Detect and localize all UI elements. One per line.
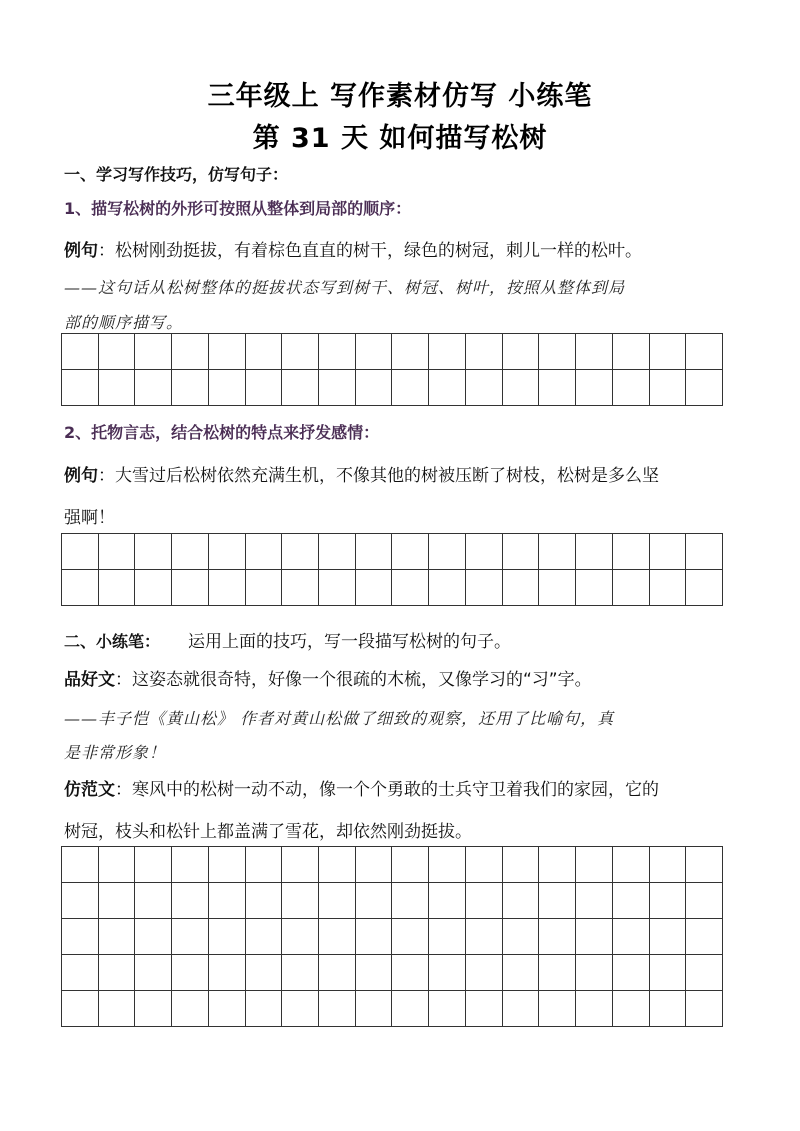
grid-cell[interactable] — [282, 919, 319, 955]
section2-instruction: 运用上面的技巧，写一段描写松树的句子。 — [188, 632, 512, 652]
section1-heading: 一、学习写作技巧，仿写句子： — [64, 165, 289, 184]
grid-cell[interactable] — [392, 370, 429, 406]
grid-cell[interactable] — [98, 847, 135, 883]
grid-cell[interactable] — [649, 991, 686, 1027]
grid-cell[interactable] — [245, 883, 282, 919]
grid-cell[interactable] — [135, 955, 172, 991]
grid-cell[interactable] — [576, 883, 613, 919]
grid-cell[interactable] — [355, 847, 392, 883]
grid-cell[interactable] — [355, 991, 392, 1027]
grid-cell[interactable] — [355, 334, 392, 370]
model-label: 仿范文 — [64, 780, 115, 800]
grid-cell[interactable] — [429, 370, 466, 406]
grid-cell[interactable] — [502, 883, 539, 919]
grid-cell[interactable] — [208, 570, 245, 606]
example-text: ：松树刚劲挺拔，有着棕色直直的树干，绿色的树冠，刺儿一样的松叶。 — [98, 241, 642, 261]
model-text-line2: 树冠，枝头和松针上都盖满了雪花，却依然刚劲挺拔。 — [64, 822, 472, 842]
grid-cell[interactable] — [282, 534, 319, 570]
grid-cell[interactable] — [172, 847, 209, 883]
grid-cell[interactable] — [576, 991, 613, 1027]
grid-cell[interactable] — [172, 991, 209, 1027]
grid-cell[interactable] — [612, 919, 649, 955]
grid-cell[interactable] — [355, 534, 392, 570]
grid-cell[interactable] — [465, 334, 502, 370]
grid-cell[interactable] — [208, 370, 245, 406]
example-text: ：大雪过后松树依然充满生机，不像其他的树被压断了树枝，松树是多么坚 — [98, 466, 659, 486]
good-text — [64, 665, 592, 690]
page-title: 三年级上 写作素材仿写 小练笔 — [207, 81, 593, 112]
grid-cell[interactable] — [686, 919, 723, 955]
grid-cell[interactable] — [172, 919, 209, 955]
grid-cell[interactable] — [172, 534, 209, 570]
example-label: 例句 — [64, 241, 98, 261]
grid-cell[interactable] — [576, 334, 613, 370]
grid-cell[interactable] — [319, 883, 356, 919]
section2-heading: 二、小练笔： — [64, 632, 161, 651]
grid-cell[interactable] — [686, 991, 723, 1027]
grid-cell[interactable] — [319, 991, 356, 1027]
grid-cell[interactable] — [282, 955, 319, 991]
section2-heading-row — [64, 627, 511, 652]
grid-cell[interactable] — [392, 883, 429, 919]
grid-cell[interactable] — [98, 370, 135, 406]
grid-cell[interactable] — [429, 570, 466, 606]
grid-cell[interactable] — [576, 534, 613, 570]
grid-row — [62, 955, 723, 991]
good-label: 品好文 — [64, 670, 115, 690]
grid-cell[interactable] — [245, 955, 282, 991]
grid-row — [62, 534, 723, 570]
grid-cell[interactable] — [429, 991, 466, 1027]
grid-cell[interactable] — [62, 570, 99, 606]
grid-row — [62, 919, 723, 955]
grid-cell[interactable] — [429, 919, 466, 955]
grid-cell[interactable] — [502, 919, 539, 955]
grid-cell[interactable] — [245, 370, 282, 406]
grid-cell[interactable] — [465, 847, 502, 883]
tip1-note-line2: 部的顺序描写。 — [64, 313, 184, 332]
grid-cell[interactable] — [686, 883, 723, 919]
grid-cell[interactable] — [576, 847, 613, 883]
grid-row — [62, 570, 723, 606]
grid-cell[interactable] — [172, 370, 209, 406]
grid-cell[interactable] — [539, 534, 576, 570]
grid-cell[interactable] — [429, 883, 466, 919]
grid-cell[interactable] — [465, 534, 502, 570]
grid-cell[interactable] — [62, 847, 99, 883]
writing-grid-1[interactable] — [61, 333, 723, 406]
grid-cell[interactable] — [392, 991, 429, 1027]
grid-cell[interactable] — [98, 919, 135, 955]
grid-cell[interactable] — [612, 883, 649, 919]
grid-cell[interactable] — [612, 847, 649, 883]
grid-cell[interactable] — [539, 570, 576, 606]
comment-line1: ——丰子恺《黄山松》 作者对黄山松做了细致的观察，还用了比喻句，真 — [64, 709, 615, 728]
grid-cell[interactable] — [135, 334, 172, 370]
grid-cell[interactable] — [245, 847, 282, 883]
grid-cell[interactable] — [649, 570, 686, 606]
grid-cell[interactable] — [98, 534, 135, 570]
grid-cell[interactable] — [282, 570, 319, 606]
grid-cell[interactable] — [245, 334, 282, 370]
good-quote: ：这姿态就很奇特，好像一个很疏的木梳，又像学习的“习”字。 — [115, 670, 592, 690]
grid-cell[interactable] — [172, 570, 209, 606]
grid-cell[interactable] — [135, 534, 172, 570]
grid-cell[interactable] — [62, 919, 99, 955]
grid-cell[interactable] — [612, 334, 649, 370]
grid-cell[interactable] — [612, 534, 649, 570]
tip2-example-line1 — [64, 461, 659, 486]
grid-cell[interactable] — [355, 883, 392, 919]
grid-cell[interactable] — [465, 991, 502, 1027]
grid-cell[interactable] — [649, 334, 686, 370]
grid-cell[interactable] — [319, 334, 356, 370]
grid-cell[interactable] — [502, 847, 539, 883]
grid-cell[interactable] — [539, 847, 576, 883]
grid-cell[interactable] — [245, 991, 282, 1027]
grid-row — [62, 883, 723, 919]
grid-cell[interactable] — [649, 370, 686, 406]
grid-cell[interactable] — [98, 955, 135, 991]
grid-cell[interactable] — [172, 955, 209, 991]
grid-cell[interactable] — [392, 847, 429, 883]
grid-cell[interactable] — [465, 883, 502, 919]
grid-cell[interactable] — [392, 955, 429, 991]
grid-cell[interactable] — [502, 955, 539, 991]
grid-cell[interactable] — [392, 919, 429, 955]
grid-cell[interactable] — [282, 991, 319, 1027]
grid-cell[interactable] — [319, 955, 356, 991]
grid-cell[interactable] — [392, 334, 429, 370]
model-text: ：寒风中的松树一动不动，像一个个勇敢的士兵守卫着我们的家园，它的 — [115, 780, 659, 800]
grid-cell[interactable] — [392, 570, 429, 606]
grid-cell[interactable] — [465, 919, 502, 955]
grid-cell[interactable] — [135, 883, 172, 919]
grid-cell[interactable] — [539, 883, 576, 919]
grid-cell[interactable] — [502, 334, 539, 370]
grid-cell[interactable] — [576, 919, 613, 955]
grid-cell[interactable] — [135, 991, 172, 1027]
grid-cell[interactable] — [686, 955, 723, 991]
tip1-example — [64, 236, 642, 261]
grid-cell[interactable] — [245, 919, 282, 955]
grid-cell[interactable] — [612, 991, 649, 1027]
grid-cell[interactable] — [62, 334, 99, 370]
grid-cell[interactable] — [208, 883, 245, 919]
grid-cell[interactable] — [649, 534, 686, 570]
grid-cell[interactable] — [502, 991, 539, 1027]
grid-cell[interactable] — [319, 919, 356, 955]
grid-cell[interactable] — [502, 534, 539, 570]
grid-cell[interactable] — [465, 955, 502, 991]
grid-cell[interactable] — [686, 570, 723, 606]
grid-cell[interactable] — [355, 570, 392, 606]
grid-cell[interactable] — [282, 334, 319, 370]
grid-cell[interactable] — [208, 534, 245, 570]
tip2-title: 2、托物言志，结合松树的特点来抒发感情： — [64, 423, 380, 442]
grid-cell[interactable] — [429, 847, 466, 883]
grid-cell[interactable] — [172, 883, 209, 919]
grid-cell[interactable] — [98, 570, 135, 606]
grid-cell[interactable] — [686, 370, 723, 406]
grid-cell[interactable] — [612, 955, 649, 991]
comment-line2: 是非常形象！ — [64, 743, 167, 762]
grid-cell[interactable] — [392, 534, 429, 570]
tip1-note-line1: ——这句话从松树整体的挺拔状态写到树干、树冠、树叶，按照从整体到局 — [64, 278, 626, 297]
grid-cell[interactable] — [429, 534, 466, 570]
grid-row — [62, 370, 723, 406]
page-subtitle: 第 31 天 如何描写松树 — [252, 123, 548, 154]
grid-cell[interactable] — [172, 334, 209, 370]
writing-grid-2[interactable] — [61, 533, 723, 606]
grid-cell[interactable] — [649, 847, 686, 883]
grid-cell[interactable] — [62, 883, 99, 919]
grid-cell[interactable] — [62, 991, 99, 1027]
grid-cell[interactable] — [208, 919, 245, 955]
grid-cell[interactable] — [429, 955, 466, 991]
grid-cell[interactable] — [62, 534, 99, 570]
grid-cell[interactable] — [282, 883, 319, 919]
grid-cell[interactable] — [649, 919, 686, 955]
grid-cell[interactable] — [686, 847, 723, 883]
grid-row — [62, 847, 723, 883]
grid-cell[interactable] — [208, 991, 245, 1027]
grid-cell[interactable] — [282, 370, 319, 406]
grid-cell[interactable] — [576, 370, 613, 406]
grid-cell[interactable] — [355, 919, 392, 955]
grid-cell[interactable] — [98, 334, 135, 370]
grid-cell[interactable] — [539, 370, 576, 406]
grid-cell[interactable] — [135, 847, 172, 883]
grid-cell[interactable] — [539, 991, 576, 1027]
tip2-example-line2: 强啊！ — [64, 508, 115, 528]
grid-cell[interactable] — [62, 370, 99, 406]
grid-cell[interactable] — [612, 370, 649, 406]
grid-row — [62, 334, 723, 370]
grid-cell[interactable] — [539, 955, 576, 991]
grid-cell[interactable] — [98, 883, 135, 919]
grid-cell[interactable] — [319, 570, 356, 606]
grid-cell[interactable] — [429, 334, 466, 370]
grid-cell[interactable] — [686, 334, 723, 370]
grid-cell[interactable] — [319, 847, 356, 883]
grid-cell[interactable] — [135, 570, 172, 606]
writing-grid-3[interactable] — [61, 846, 723, 1027]
grid-row — [62, 991, 723, 1027]
grid-cell[interactable] — [686, 534, 723, 570]
tip1-title: 1、描写松树的外形可按照从整体到局部的顺序： — [64, 199, 412, 218]
grid-cell[interactable] — [355, 955, 392, 991]
grid-cell[interactable] — [502, 570, 539, 606]
grid-cell[interactable] — [135, 370, 172, 406]
grid-cell[interactable] — [539, 919, 576, 955]
grid-cell[interactable] — [612, 570, 649, 606]
model-text-line1 — [64, 775, 659, 800]
grid-cell[interactable] — [282, 847, 319, 883]
grid-cell[interactable] — [649, 955, 686, 991]
grid-cell[interactable] — [62, 955, 99, 991]
grid-cell[interactable] — [465, 570, 502, 606]
grid-cell[interactable] — [502, 370, 539, 406]
example-label: 例句 — [64, 466, 98, 486]
grid-cell[interactable] — [245, 570, 282, 606]
grid-cell[interactable] — [208, 955, 245, 991]
grid-cell[interactable] — [649, 883, 686, 919]
grid-cell[interactable] — [576, 570, 613, 606]
grid-cell[interactable] — [135, 919, 172, 955]
grid-cell[interactable] — [245, 534, 282, 570]
grid-cell[interactable] — [465, 370, 502, 406]
grid-cell[interactable] — [319, 370, 356, 406]
grid-cell[interactable] — [208, 847, 245, 883]
grid-cell[interactable] — [539, 334, 576, 370]
grid-cell[interactable] — [319, 534, 356, 570]
grid-cell[interactable] — [208, 334, 245, 370]
grid-cell[interactable] — [355, 370, 392, 406]
grid-cell[interactable] — [98, 991, 135, 1027]
grid-cell[interactable] — [576, 955, 613, 991]
